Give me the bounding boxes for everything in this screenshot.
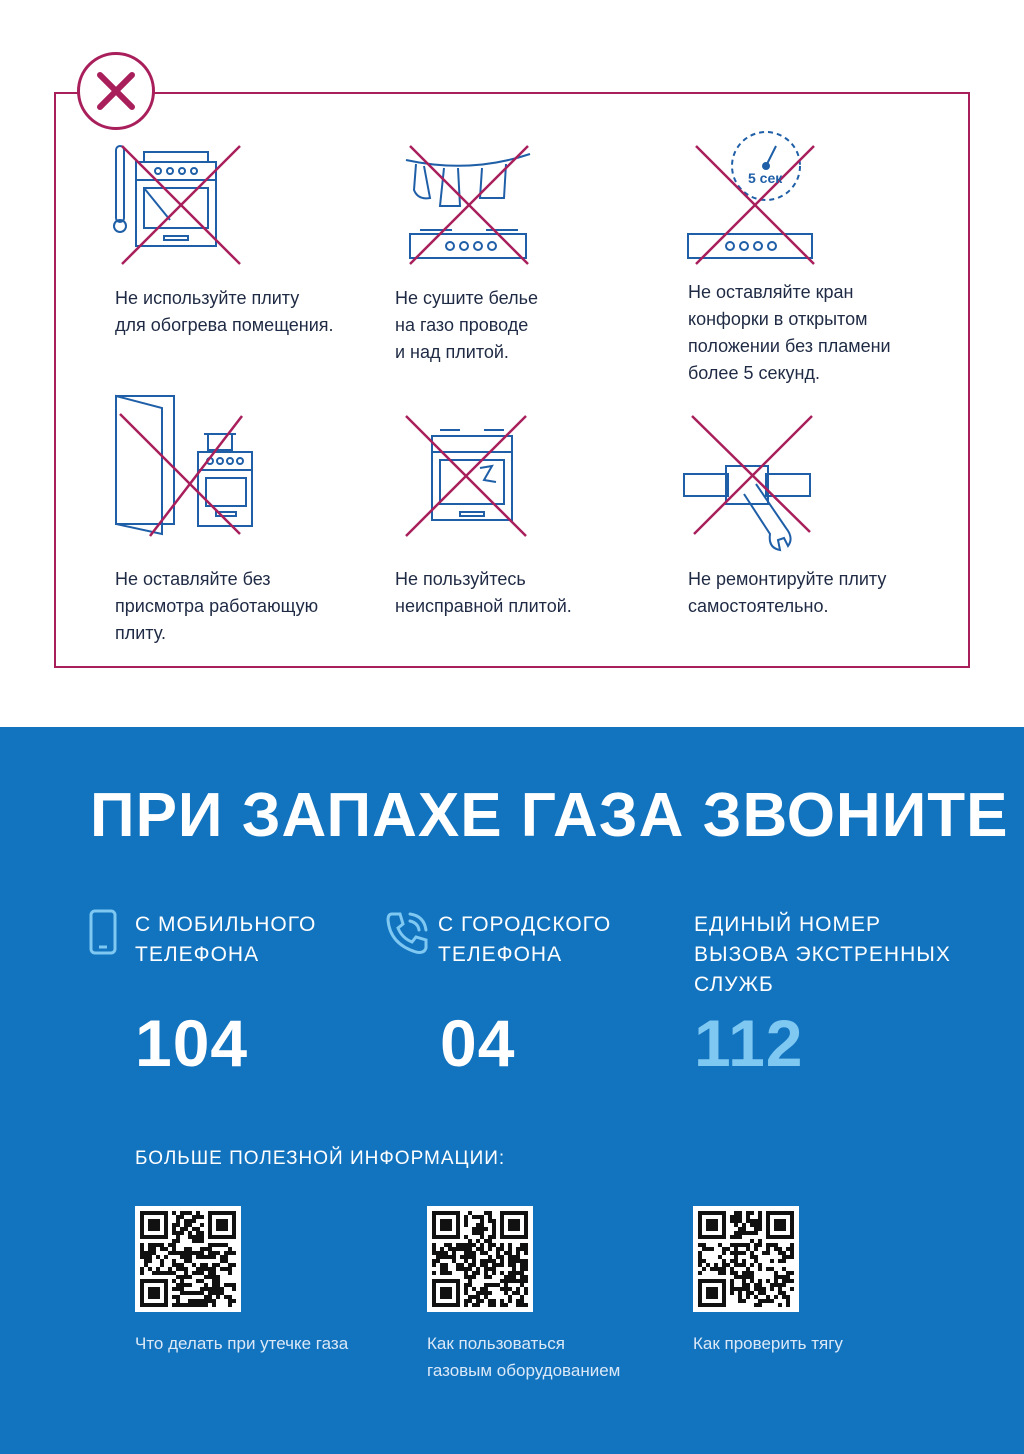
unattended-stove-icon [110,392,260,540]
broken-oven-icon [400,412,540,542]
landline-phone-icon [384,910,430,961]
prohibited-icon [77,52,155,130]
mobile-phone-icon [88,908,118,961]
qr-code[interactable] [427,1206,533,1312]
rule-text: Не пользуйтесь неисправной плитой. [395,569,572,616]
headline: ПРИ ЗАПАХЕ ГАЗА ЗВОНИТЕ [90,781,1009,850]
mobile-label: С МОБИЛЬНОГО ТЕЛЕФОНА [135,913,317,966]
more-info-label: БОЛЬШЕ ПОЛЕЗНОЙ ИНФОРМАЦИИ: [135,1148,506,1169]
emergency-services-number: 112 [694,1006,804,1080]
landline-label: С ГОРОДСКОГО ТЕЛЕФОНА [438,913,612,966]
qr-code[interactable] [135,1206,241,1312]
drying-laundry-icon [400,140,540,270]
rule-text: Не оставляйте без присмотра работающую плиту. [115,569,319,643]
timer-burner-icon [684,128,824,268]
timer-label: 5 сек [748,170,783,186]
rule-text: Не используйте плиту для обогрева помещения. [115,288,334,335]
qr-code[interactable] [693,1206,799,1312]
rule-text: Не сушите белье на газо проводе и над плитой. [395,288,538,362]
qr-caption[interactable]: Что делать при утечке газа [135,1334,349,1353]
rule-text: Не ремонтируйте плиту самостоятельно. [688,569,887,616]
stove-heater-icon [110,140,250,270]
wrench-pipe-icon [682,412,822,554]
mobile-number: 104 [135,1006,249,1080]
rule-text: Не оставляйте кран конфорки в открытом положении без пламени более 5 секунд. [688,282,891,383]
qr-caption[interactable]: Как проверить тягу [693,1334,843,1353]
qr-caption[interactable]: Как пользоваться газовым оборудованием [427,1334,621,1380]
emergency-services-label: ЕДИНЫЙ НОМЕР ВЫЗОВА ЭКСТРЕННЫХ СЛУЖБ [694,913,951,996]
landline-number: 04 [440,1006,516,1080]
